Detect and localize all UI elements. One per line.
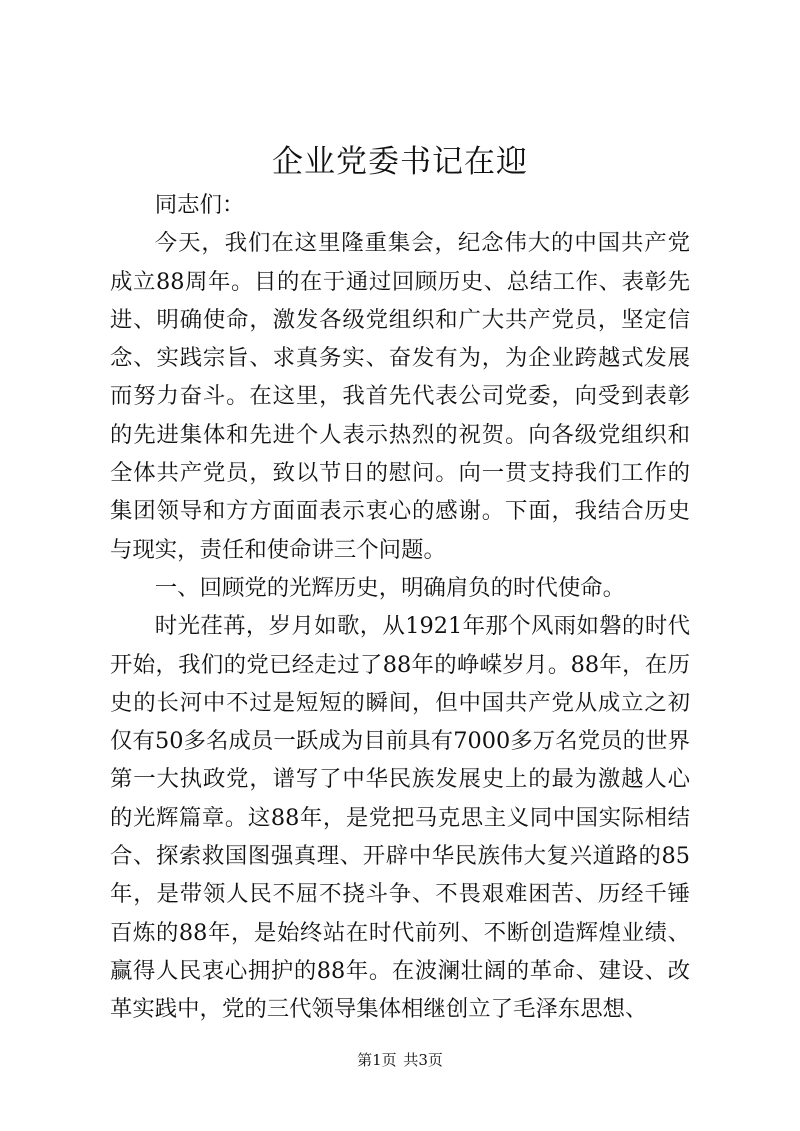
salutation: 同志们：: [154, 192, 245, 218]
document-body: [110, 186, 690, 1029]
page-total: 共3页: [403, 1051, 443, 1069]
page-number: 第1页: [357, 1051, 397, 1069]
document-title: 企业党委书记在迎: [272, 144, 528, 180]
section-heading-1: 一、回顾党的光辉历史，明确肩负的时代使命。: [154, 574, 625, 601]
page-footer: [0, 1050, 800, 1070]
paragraph-history: 时光荏苒，岁月如歌，从1921年那个风雨如磐的时代开始，我们的党已经走过了88年的峥嵘岁月。88年，在历史的长河中不过是短短的瞬间，但中国共产党从成立之初仅有50多名成员一跃成为目前具有7000多万名党员的世界第一大执政党，谱写了中华民族发展史上的最为激越人心的光辉篇章。这88年，是党把马克思主义同中国实际相结合、探索救国图强真理、开辟中华民族伟大复兴道路的85年，是带领人民不屈不挠斗争、不畏艰难困苦、历经千锤百炼的88年，是始终站在时代前列、不断创造辉煌业绩、赢得人民衷心拥护的88年。在波澜壮阔的革命、建设、改革实践中，党的三代领导集体相继创立了毛泽东思想、: [110, 613, 690, 1023]
paragraph-opening: 今天，我们在这里隆重集会，纪念伟大的中国共产党成立88周年。目的在于通过回顾历史、总结工作、表彰先进、明确使命，激发各级党组织和广大共产党员，坚定信念、实践宗旨、求真务实、奋发有为，为企业跨越式发展而努力奋斗。在这里，我首先代表公司党委，向受到表彰的先进集体和先进个人表示热烈的祝贺。向各级党组织和全体共产党员，致以节日的慰问。向一贯支持我们工作的集团领导和方方面面表示衷心的感谢。下面，我结合历史与现实，责任和使命讲三个问题。: [110, 230, 690, 563]
